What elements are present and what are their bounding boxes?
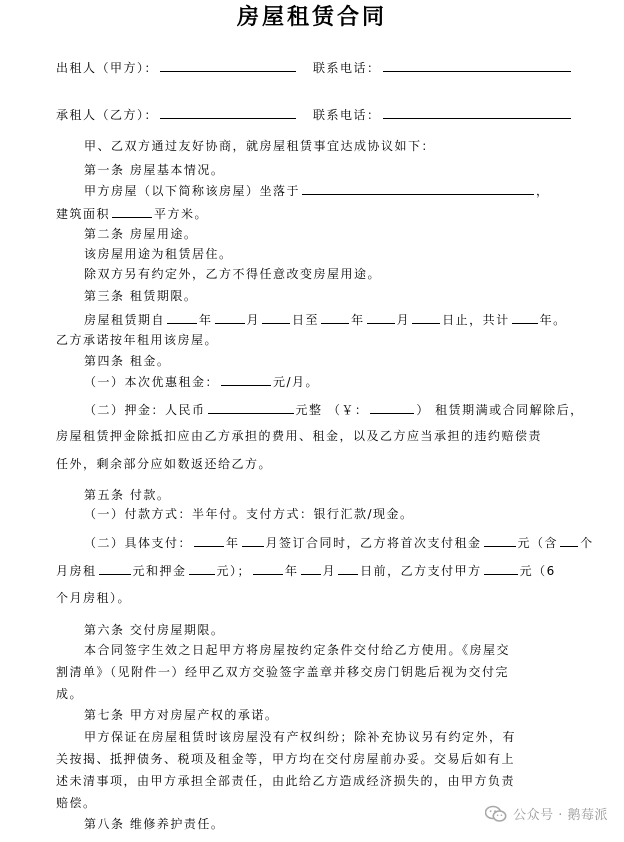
article-7-heading: 第七条 甲方对房屋产权的承诺。 xyxy=(84,708,279,722)
article-1-location-line xyxy=(84,182,550,199)
watermark-text: 公众号 · 鹅莓派 xyxy=(513,808,608,823)
deposit-portion-blank[interactable] xyxy=(189,562,215,575)
area-unit: 平方米。 xyxy=(154,207,209,221)
article-1-area-line xyxy=(56,205,208,222)
start-year-blank[interactable] xyxy=(167,311,197,324)
article-7-text-3: 述未清事项，由甲方承担全部责任，由此给乙方造成经济损失的，由甲方负责 xyxy=(56,774,516,788)
article-3-heading: 第三条 租赁期限。 xyxy=(84,289,198,303)
watermark xyxy=(485,804,608,823)
intro-text: 甲、乙双方通过友好协商，就房屋租赁事宜达成协议如下： xyxy=(84,139,436,153)
day-to-label: 日至 xyxy=(292,313,320,327)
deposit-portion-label: 元和押金 xyxy=(132,564,187,578)
article-5-text-4: 个月房租）。 xyxy=(56,591,132,605)
next-month-blank[interactable] xyxy=(301,562,321,575)
payment-label: （二）具体支付： xyxy=(84,536,193,550)
article-4-deposit-line xyxy=(84,401,584,418)
includes-label: 元（含 xyxy=(517,536,559,550)
close-paren-text: 元）； xyxy=(216,564,252,578)
sign-month-blank[interactable] xyxy=(242,534,264,547)
article-4-text-4: 任外，剩余部分应如数返还给乙方。 xyxy=(56,457,273,471)
article-6-text-2: 割清单》（见附件一）经甲乙双方交验签字盖章并移交房门钥匙后视为交付完 xyxy=(56,665,510,679)
article-2-heading: 第二条 房屋用途。 xyxy=(84,227,198,241)
article-4-rent-line xyxy=(84,373,319,390)
article-1-comma: ， xyxy=(536,184,550,198)
lessee-phone-label: 联系电话： xyxy=(313,108,381,122)
rent-portion-blank[interactable] xyxy=(99,562,131,575)
article-6-text-3: 成。 xyxy=(56,687,84,701)
month-label: 月 xyxy=(246,313,261,327)
month-label: 月 xyxy=(396,313,411,327)
months-blank[interactable] xyxy=(560,534,578,547)
article-4-text-3: 房屋租赁押金除抵扣应由乙方承担的费用、租金，以及乙方应当承担的违约赔偿责 xyxy=(56,429,543,443)
first-payment-blank[interactable] xyxy=(484,534,516,547)
years-suffix: 年。 xyxy=(539,313,567,327)
months-unit: 个 xyxy=(580,536,594,550)
first-payment-text: 月签订合同时，乙方将首次支付租金 xyxy=(265,536,482,550)
article-6-text-1: 本合同签字生效之日起甲方将房屋按约定条件交付给乙方使用。《房屋交 xyxy=(84,643,511,657)
article-5-payment-line-2 xyxy=(56,562,556,579)
end-year-blank[interactable] xyxy=(321,311,349,324)
year-label: 年 xyxy=(285,564,299,578)
lessor-phone-label: 联系电话： xyxy=(313,61,381,75)
lessee-name-blank[interactable] xyxy=(160,106,296,119)
article-5-text-1: （一）付款方式：半年付。支付方式：银行汇款/现金。 xyxy=(84,507,414,521)
article-5-payment-line-1 xyxy=(84,534,594,551)
article-5-heading: 第五条 付款。 xyxy=(84,488,171,502)
article-2-text-2: 除双方另有约定外，乙方不得任意改变房屋用途。 xyxy=(84,267,382,281)
end-month-blank[interactable] xyxy=(367,311,395,324)
article-3-term-line xyxy=(84,311,567,328)
article-7-text-1: 甲方保证在房屋租赁时该房屋没有产权纠纷；除补充协议另有约定外，有 xyxy=(84,730,517,744)
total-years-blank[interactable] xyxy=(512,311,538,324)
address-blank[interactable] xyxy=(302,182,534,195)
deposit-tail-text: ） 租赁期满或合同解除后， xyxy=(416,403,584,417)
article-4-heading: 第四条 租金。 xyxy=(84,354,171,368)
lessor-label: 出租人（甲方）： xyxy=(56,61,159,75)
next-payment-text: 日前，乙方支付甲方 xyxy=(360,564,482,578)
deposit-figure-blank[interactable] xyxy=(370,401,414,414)
article-1-location-text: 甲方房屋（以下简称该房屋）坐落于 xyxy=(84,184,301,198)
rent-blank[interactable] xyxy=(221,373,271,386)
lessee-phone-line xyxy=(313,106,573,123)
deposit-label: （二）押金：人民币 xyxy=(84,403,206,417)
rent-portion-label: 月房租 xyxy=(56,564,97,578)
rent-unit: 元/月。 xyxy=(273,375,320,389)
lessee-label: 承租人（乙方）： xyxy=(56,108,159,122)
six-month-text: 元（6 xyxy=(519,564,556,578)
lessor-phone-line xyxy=(313,59,573,76)
term-start-label: 房屋租赁期自 xyxy=(84,313,166,327)
start-day-blank[interactable] xyxy=(262,311,290,324)
lessor-line xyxy=(56,59,298,76)
next-day-blank[interactable] xyxy=(338,562,358,575)
lessee-phone-blank[interactable] xyxy=(383,106,571,119)
start-month-blank[interactable] xyxy=(215,311,245,324)
article-1-heading: 第一条 房屋基本情况。 xyxy=(84,163,225,177)
lessor-phone-blank[interactable] xyxy=(383,59,571,72)
sign-year-blank[interactable] xyxy=(194,534,224,547)
rent-label: （一）本次优惠租金： xyxy=(84,375,220,389)
next-payment-blank[interactable] xyxy=(484,562,518,575)
wechat-icon xyxy=(485,805,507,823)
lessee-line xyxy=(56,106,298,123)
next-year-blank[interactable] xyxy=(253,562,283,575)
article-6-heading: 第六条 交付房屋期限。 xyxy=(84,623,225,637)
area-label: 建筑面积 xyxy=(56,207,111,221)
total-label: 日止，共计 xyxy=(442,313,510,327)
article-7-text-2: 关按揭、抵押债务、税项及租金等，甲方均在交付房屋前办妥。交易后如有上 xyxy=(56,752,516,766)
article-2-text-1: 该房屋用途为租赁居住。 xyxy=(84,247,233,261)
year-label: 年 xyxy=(351,313,365,327)
lessor-name-blank[interactable] xyxy=(160,59,296,72)
year-label: 年 xyxy=(226,536,240,550)
area-blank[interactable] xyxy=(112,205,152,218)
end-day-blank[interactable] xyxy=(412,311,440,324)
article-3-text-2: 乙方承诺按年租用该房屋。 xyxy=(56,333,219,347)
article-7-text-4: 赔偿。 xyxy=(56,796,97,810)
year-label: 年 xyxy=(199,313,213,327)
deposit-currency-label: 元整 （￥： xyxy=(295,403,369,417)
document-title: 房屋租赁合同 xyxy=(236,4,387,30)
deposit-amount-blank[interactable] xyxy=(208,401,294,414)
month-label: 月 xyxy=(322,564,337,578)
article-8-heading: 第八条 维修养护责任。 xyxy=(84,817,225,831)
